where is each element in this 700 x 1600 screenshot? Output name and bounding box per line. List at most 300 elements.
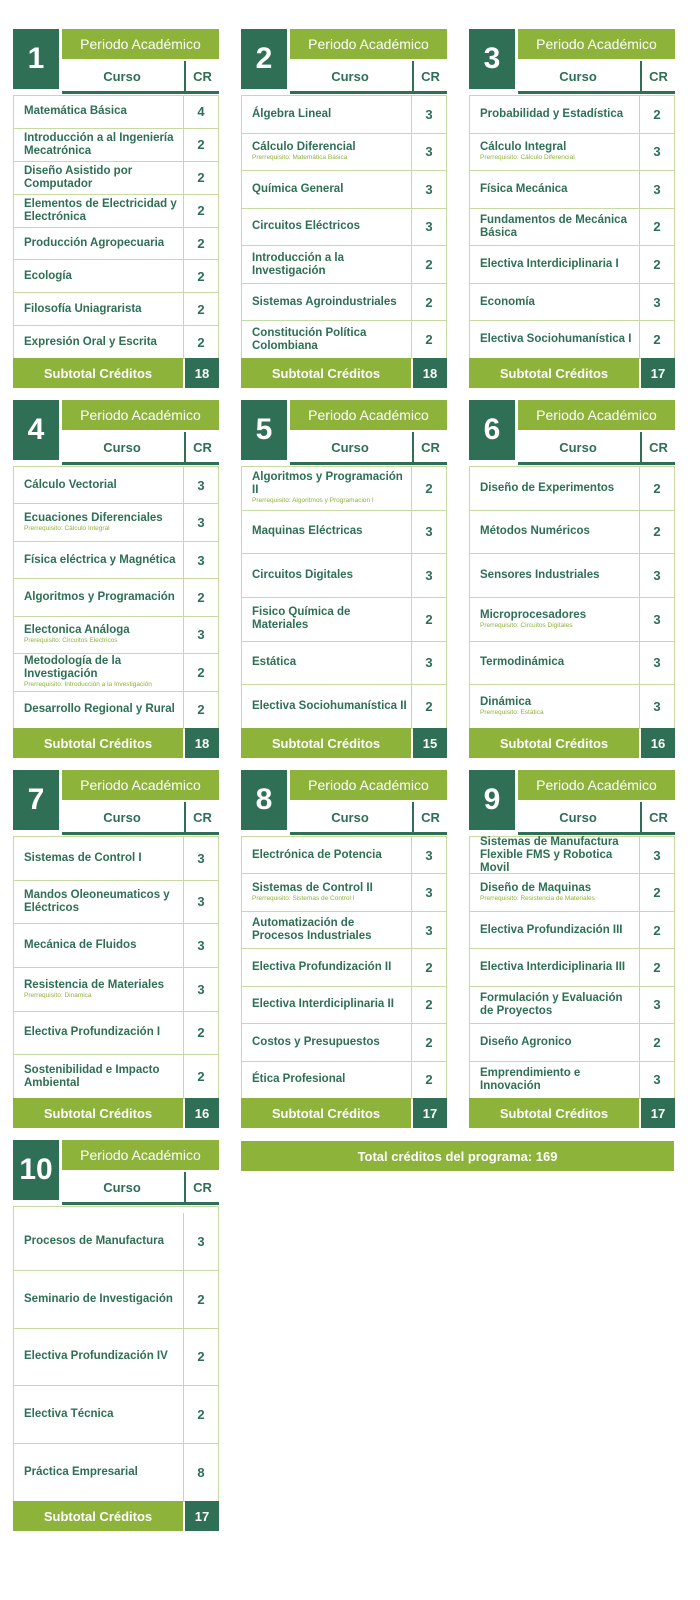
- subtotal-value: 15: [413, 728, 447, 758]
- course-row: [242, 284, 446, 322]
- course-name: Física Mecánica: [480, 182, 568, 195]
- course-name: Circuitos Eléctricos: [252, 220, 361, 233]
- subtotal-label: Subtotal Créditos: [13, 1098, 183, 1128]
- course-name: Expresión Oral y Escrita: [24, 335, 157, 348]
- course-credits: 2: [197, 664, 205, 680]
- course-credits: 2: [197, 1407, 205, 1423]
- subtotal-row: [241, 1098, 447, 1128]
- course-cell: [470, 987, 640, 1023]
- course-list: [469, 836, 675, 1098]
- course-prerequisite: Prerrequisito: Algoritmos y Programacion I: [252, 497, 374, 505]
- course-cell: [242, 209, 412, 246]
- period-number: 6: [469, 400, 515, 460]
- course-credits: 2: [197, 1291, 205, 1307]
- course-row: [14, 293, 218, 326]
- course-name: Filosofía Uniagrarista: [24, 302, 142, 315]
- credits-column-header: CR: [184, 1172, 219, 1202]
- course-row: [242, 96, 446, 134]
- course-cell: [470, 685, 640, 728]
- course-cell: [470, 598, 640, 641]
- credits-column-header: CR: [412, 802, 447, 832]
- course-name: Constitución Política Colombiana: [252, 326, 367, 352]
- course-row: [470, 1062, 674, 1099]
- period-1: [13, 29, 219, 388]
- course-cell: [14, 617, 184, 653]
- course-cell: [14, 1386, 184, 1443]
- course-credits: 2: [653, 959, 661, 975]
- subtotal-value: 17: [413, 1098, 447, 1128]
- course-list: [13, 466, 219, 728]
- course-row: [14, 326, 218, 359]
- course-cell: [14, 1213, 184, 1270]
- subtotal-value: 17: [185, 1501, 219, 1531]
- course-name: Electiva Interdiciplinaria II: [252, 998, 394, 1011]
- course-row: [242, 949, 446, 986]
- course-name: Seminario de Investigación: [24, 1292, 173, 1305]
- period-header: [241, 29, 447, 95]
- subtotal-label: Subtotal Créditos: [241, 358, 411, 388]
- course-prerequisite: Prerrequisito: Estatica: [480, 709, 544, 717]
- subtotal-value: 17: [641, 1098, 675, 1128]
- credits-column-header: CR: [184, 802, 219, 832]
- period-title: Periodo Académico: [290, 400, 447, 430]
- course-credits: 2: [653, 922, 661, 938]
- course-credits: 3: [197, 850, 205, 866]
- course-cell: [242, 284, 412, 321]
- course-list: [469, 95, 675, 358]
- course-cell: [242, 134, 412, 171]
- course-credits: 2: [197, 589, 205, 605]
- course-credits: 3: [653, 144, 661, 160]
- course-row: [242, 246, 446, 284]
- course-name: Electiva Interdiciplinaria I: [480, 258, 619, 271]
- subtotal-value: 18: [185, 358, 219, 388]
- period-number: 2: [241, 29, 287, 89]
- subtotal-row: [241, 728, 447, 758]
- course-credits: 2: [425, 480, 433, 496]
- course-name: Automatización de Procesos Industriales: [252, 917, 372, 943]
- course-row: [14, 881, 218, 925]
- course-prerequisite: Prerrequisito: Cálculo Integral: [24, 525, 110, 533]
- course-row: [242, 987, 446, 1024]
- course-cell: [14, 96, 184, 128]
- period-title: Periodo Académico: [518, 29, 675, 59]
- course-name: Sistemas Agroindustriales: [252, 295, 397, 308]
- course-name: Cálculo Diferencial: [252, 141, 356, 154]
- course-cell: [14, 881, 184, 924]
- course-column-header: Curso: [559, 809, 597, 825]
- subtotal-label: Subtotal Créditos: [241, 728, 411, 758]
- course-row: [14, 1213, 218, 1271]
- header-rule: [290, 462, 447, 465]
- header-rule: [290, 91, 447, 94]
- course-name: Diseño Agronico: [480, 1035, 572, 1048]
- period-number: 7: [13, 770, 59, 830]
- course-credits: 3: [197, 1233, 205, 1249]
- course-credits: 2: [425, 1034, 433, 1050]
- course-row: [14, 129, 218, 162]
- course-cell: [14, 692, 184, 728]
- course-cell: [14, 504, 184, 540]
- credits-column-header: CR: [412, 432, 447, 462]
- course-credits: 2: [197, 1069, 205, 1085]
- course-list: [13, 95, 219, 358]
- course-credits: 2: [653, 885, 661, 901]
- course-row: [470, 949, 674, 986]
- program-total-credits: Total créditos del programa: 169: [241, 1141, 674, 1171]
- course-credits: 2: [653, 332, 661, 348]
- course-cell: [470, 554, 640, 597]
- course-row: [242, 209, 446, 247]
- course-row: [14, 504, 218, 541]
- course-row: [14, 1055, 218, 1099]
- course-credits: 3: [197, 938, 205, 954]
- course-credits: 3: [197, 627, 205, 643]
- course-credits: 2: [425, 1072, 433, 1088]
- course-cell: [14, 968, 184, 1011]
- header-rule: [518, 91, 675, 94]
- course-row: [242, 171, 446, 209]
- course-row: [14, 542, 218, 579]
- course-name: Electiva Profundización I: [24, 1026, 161, 1039]
- course-prerequisite: Prerrequisito: Sistemas de Control I: [252, 895, 355, 903]
- course-row: [470, 1024, 674, 1061]
- course-credits: 2: [653, 106, 661, 122]
- course-credits: 2: [197, 235, 205, 251]
- course-cell: [470, 321, 640, 358]
- course-name: Fisico Química de Materiales: [252, 606, 351, 632]
- course-cell: [242, 467, 412, 510]
- course-name: Sistemas de Control I: [24, 851, 142, 864]
- course-cell: [242, 246, 412, 283]
- subtotal-label: Subtotal Créditos: [13, 1501, 183, 1531]
- course-cell: [242, 171, 412, 208]
- course-row: [14, 617, 218, 654]
- course-row: [470, 987, 674, 1024]
- course-row: [470, 685, 674, 729]
- course-column-header: Curso: [103, 1179, 141, 1195]
- course-name: Algoritmos y Programación: [24, 590, 175, 603]
- course-credits: 2: [653, 524, 661, 540]
- course-row: [242, 685, 446, 729]
- course-credits: 3: [197, 981, 205, 997]
- course-credits: 3: [197, 552, 205, 568]
- course-credits: 2: [197, 268, 205, 284]
- course-prerequisite: Prerrequisito: Resistencia de Materiales: [480, 895, 595, 903]
- course-row: [14, 228, 218, 261]
- course-name: Práctica Empresarial: [24, 1466, 138, 1479]
- course-name: Introducción a la Investigación: [252, 251, 345, 277]
- course-row: [14, 195, 218, 228]
- subtotal-label: Subtotal Créditos: [469, 728, 639, 758]
- subtotal-row: [469, 358, 675, 388]
- course-credits: 3: [425, 847, 433, 863]
- header-rule: [62, 832, 219, 835]
- course-cell: [14, 326, 184, 358]
- course-cell: [242, 1024, 412, 1060]
- header-rule: [290, 832, 447, 835]
- course-credits: 3: [653, 568, 661, 584]
- course-row: [470, 171, 674, 209]
- course-name: Fundamentos de Mecánica Básica: [480, 213, 627, 239]
- course-cell: [14, 542, 184, 578]
- course-column-header: Curso: [559, 439, 597, 455]
- course-cell: [470, 171, 640, 208]
- course-credits: 2: [425, 332, 433, 348]
- course-credits: 3: [425, 219, 433, 235]
- subtotal-row: [13, 358, 219, 388]
- course-credits: 2: [197, 334, 205, 350]
- course-row: [242, 598, 446, 642]
- course-credits: 3: [653, 847, 661, 863]
- course-name: Ecología: [24, 269, 72, 282]
- course-cell: [242, 598, 412, 641]
- course-name: Termodinámica: [480, 656, 565, 669]
- course-row: [242, 912, 446, 949]
- course-name: Diseño de Experimentos: [480, 481, 615, 494]
- subtotal-label: Subtotal Créditos: [241, 1098, 411, 1128]
- subtotal-row: [469, 1098, 675, 1128]
- course-row: [470, 874, 674, 911]
- period-2: [241, 29, 447, 388]
- course-cell: [14, 129, 184, 161]
- course-cell: [470, 1062, 640, 1098]
- course-row: [470, 209, 674, 247]
- course-credits: 3: [197, 515, 205, 531]
- course-cell: [242, 949, 412, 985]
- header-rule: [518, 832, 675, 835]
- course-row: [14, 1444, 218, 1502]
- course-cell: [470, 96, 640, 133]
- course-row: [14, 1271, 218, 1329]
- course-cell: [470, 642, 640, 685]
- course-name: Sensores Industriales: [480, 569, 600, 582]
- course-cell: [242, 511, 412, 554]
- course-cell: [14, 293, 184, 325]
- course-cell: [242, 96, 412, 133]
- course-row: [470, 246, 674, 284]
- course-credits: 3: [425, 181, 433, 197]
- course-name: Circuitos Digitales: [252, 569, 353, 582]
- course-row: [14, 837, 218, 881]
- course-list: [241, 836, 447, 1098]
- course-name: Microprocesadores: [480, 608, 587, 621]
- course-cell: [470, 1024, 640, 1060]
- period-7: [13, 770, 219, 1128]
- course-cell: [470, 511, 640, 554]
- subtotal-value: 16: [185, 1098, 219, 1128]
- course-credits: 2: [197, 203, 205, 219]
- course-row: [242, 134, 446, 172]
- subtotal-row: [241, 358, 447, 388]
- course-column-header: Curso: [331, 68, 369, 84]
- course-column-header: Curso: [331, 439, 369, 455]
- course-cell: [14, 1055, 184, 1098]
- course-cell: [14, 579, 184, 615]
- course-column-header: Curso: [103, 809, 141, 825]
- course-credits: 3: [197, 894, 205, 910]
- course-list: [241, 466, 447, 728]
- course-cell: [242, 1062, 412, 1098]
- course-name: Diseño de Maquinas: [480, 882, 592, 895]
- course-name: Estática: [252, 656, 297, 669]
- course-credits: 2: [425, 294, 433, 310]
- period-3: [469, 29, 675, 388]
- course-row: [242, 642, 446, 686]
- period-number: 9: [469, 770, 515, 830]
- course-prerequisite: Prerrequisito: Cálculo Diferencial: [480, 154, 575, 162]
- course-list: [469, 466, 675, 728]
- period-title: Periodo Académico: [518, 770, 675, 800]
- course-row: [470, 321, 674, 359]
- course-prerequisite: Prerrequisito: Introducción a la Investigación: [24, 681, 152, 689]
- course-name: Electiva Interdiciplinaria III: [480, 960, 626, 973]
- course-name: Cálculo Integral: [480, 141, 567, 154]
- period-header: [241, 770, 447, 836]
- course-row: [470, 554, 674, 598]
- header-rule: [62, 1202, 219, 1205]
- period-6: [469, 400, 675, 758]
- course-row: [14, 968, 218, 1012]
- course-row: [470, 467, 674, 511]
- period-header: [13, 1140, 219, 1206]
- course-credits: 3: [653, 1072, 661, 1088]
- period-number: 4: [13, 400, 59, 460]
- header-rule: [62, 91, 219, 94]
- course-name: Procesos de Manufactura: [24, 1234, 164, 1247]
- course-name: Emprendimiento e Innovación: [480, 1066, 581, 1092]
- credits-column-header: CR: [184, 432, 219, 462]
- course-credits: 3: [425, 106, 433, 122]
- subtotal-label: Subtotal Créditos: [469, 358, 639, 388]
- course-name: Electrónica de Potencia: [252, 848, 382, 861]
- course-cell: [242, 321, 412, 358]
- subtotal-row: [13, 1098, 219, 1128]
- course-credits: 3: [653, 181, 661, 197]
- course-name: Resistencia de Materiales: [24, 978, 164, 991]
- course-credits: 2: [653, 219, 661, 235]
- course-name: Economía: [480, 295, 535, 308]
- course-row: [14, 924, 218, 968]
- course-list: [241, 95, 447, 358]
- period-4: [13, 400, 219, 758]
- period-5: [241, 400, 447, 758]
- course-credits: 3: [425, 922, 433, 938]
- course-credits: 2: [197, 170, 205, 186]
- subtotal-value: 17: [641, 358, 675, 388]
- credits-column-header: CR: [640, 61, 675, 91]
- course-cell: [242, 912, 412, 948]
- course-name: Sistemas de Manufactura Flexible FMS y Robotica Movil: [480, 835, 619, 874]
- course-name: Física eléctrica y Magnética: [24, 553, 176, 566]
- period-header: [469, 770, 675, 836]
- subtotal-label: Subtotal Créditos: [13, 728, 183, 758]
- course-prerequisite: Prerrequisito: Dinamica: [24, 991, 92, 999]
- course-row: [242, 1062, 446, 1099]
- course-name: Cálculo Vectorial: [24, 478, 117, 491]
- course-row: [14, 96, 218, 129]
- course-name: Diseño Asistido por Computador: [24, 164, 133, 190]
- period-number: 5: [241, 400, 287, 460]
- course-name: Electiva Sociohumanística II: [252, 700, 407, 713]
- course-name: Algoritmos y Programación II: [252, 471, 403, 497]
- course-name: Matemática Básica: [24, 105, 127, 118]
- period-8: [241, 770, 447, 1128]
- period-header: [469, 29, 675, 95]
- course-row: [14, 1329, 218, 1387]
- course-credits: 3: [653, 294, 661, 310]
- course-name: Electonica Análoga: [24, 624, 130, 637]
- course-name: Ecuaciones Diferenciales: [24, 512, 163, 525]
- credits-column-header: CR: [640, 432, 675, 462]
- subtotal-row: [13, 728, 219, 758]
- course-cell: [470, 837, 640, 873]
- course-credits: 2: [425, 997, 433, 1013]
- course-name: Formulación y Evaluación de Proyectos: [480, 991, 623, 1017]
- course-row: [242, 874, 446, 911]
- course-column-header: Curso: [103, 68, 141, 84]
- course-credits: 3: [425, 144, 433, 160]
- period-number: 8: [241, 770, 287, 830]
- period-number: 3: [469, 29, 515, 89]
- subtotal-row: [469, 728, 675, 758]
- course-row: [470, 598, 674, 642]
- course-name: Introducción a al Ingeniería Mecatrónica: [24, 131, 174, 157]
- course-row: [242, 554, 446, 598]
- course-name: Métodos Numéricos: [480, 525, 590, 538]
- course-row: [242, 1024, 446, 1061]
- course-credits: 2: [197, 1349, 205, 1365]
- course-name: Elementos de Electricidad y Electrónica: [24, 197, 177, 223]
- period-title: Periodo Académico: [290, 29, 447, 59]
- course-credits: 2: [425, 699, 433, 715]
- course-list: [13, 1206, 219, 1501]
- course-credits: 3: [425, 568, 433, 584]
- course-name: Desarrollo Regional y Rural: [24, 703, 175, 716]
- course-cell: [470, 246, 640, 283]
- course-row: [470, 134, 674, 172]
- course-credits: 2: [653, 480, 661, 496]
- course-row: [14, 162, 218, 195]
- course-name: Electiva Profundización II: [252, 960, 392, 973]
- course-credits: 2: [197, 301, 205, 317]
- course-cell: [14, 1271, 184, 1328]
- course-cell: [14, 1012, 184, 1055]
- subtotal-label: Subtotal Créditos: [13, 358, 183, 388]
- course-credits: 8: [197, 1465, 205, 1481]
- course-cell: [14, 837, 184, 880]
- course-prerequisite: Prerrequisito: Matemática Básica: [252, 154, 348, 162]
- course-name: Metodología de la Investigación: [24, 655, 122, 681]
- course-cell: [14, 654, 184, 690]
- course-cell: [470, 284, 640, 321]
- course-credits: 3: [425, 524, 433, 540]
- course-credits: 3: [425, 655, 433, 671]
- course-row: [242, 467, 446, 511]
- course-row: [242, 837, 446, 874]
- course-cell: [470, 874, 640, 910]
- course-column-header: Curso: [331, 809, 369, 825]
- course-name: Maquinas Eléctricas: [252, 525, 363, 538]
- period-title: Periodo Académico: [62, 770, 219, 800]
- course-name: Dinámica: [480, 696, 532, 709]
- course-row: [470, 837, 674, 874]
- period-9: [469, 770, 675, 1128]
- period-title: Periodo Académico: [290, 770, 447, 800]
- course-cell: [242, 837, 412, 873]
- course-cell: [470, 949, 640, 985]
- header-rule: [62, 462, 219, 465]
